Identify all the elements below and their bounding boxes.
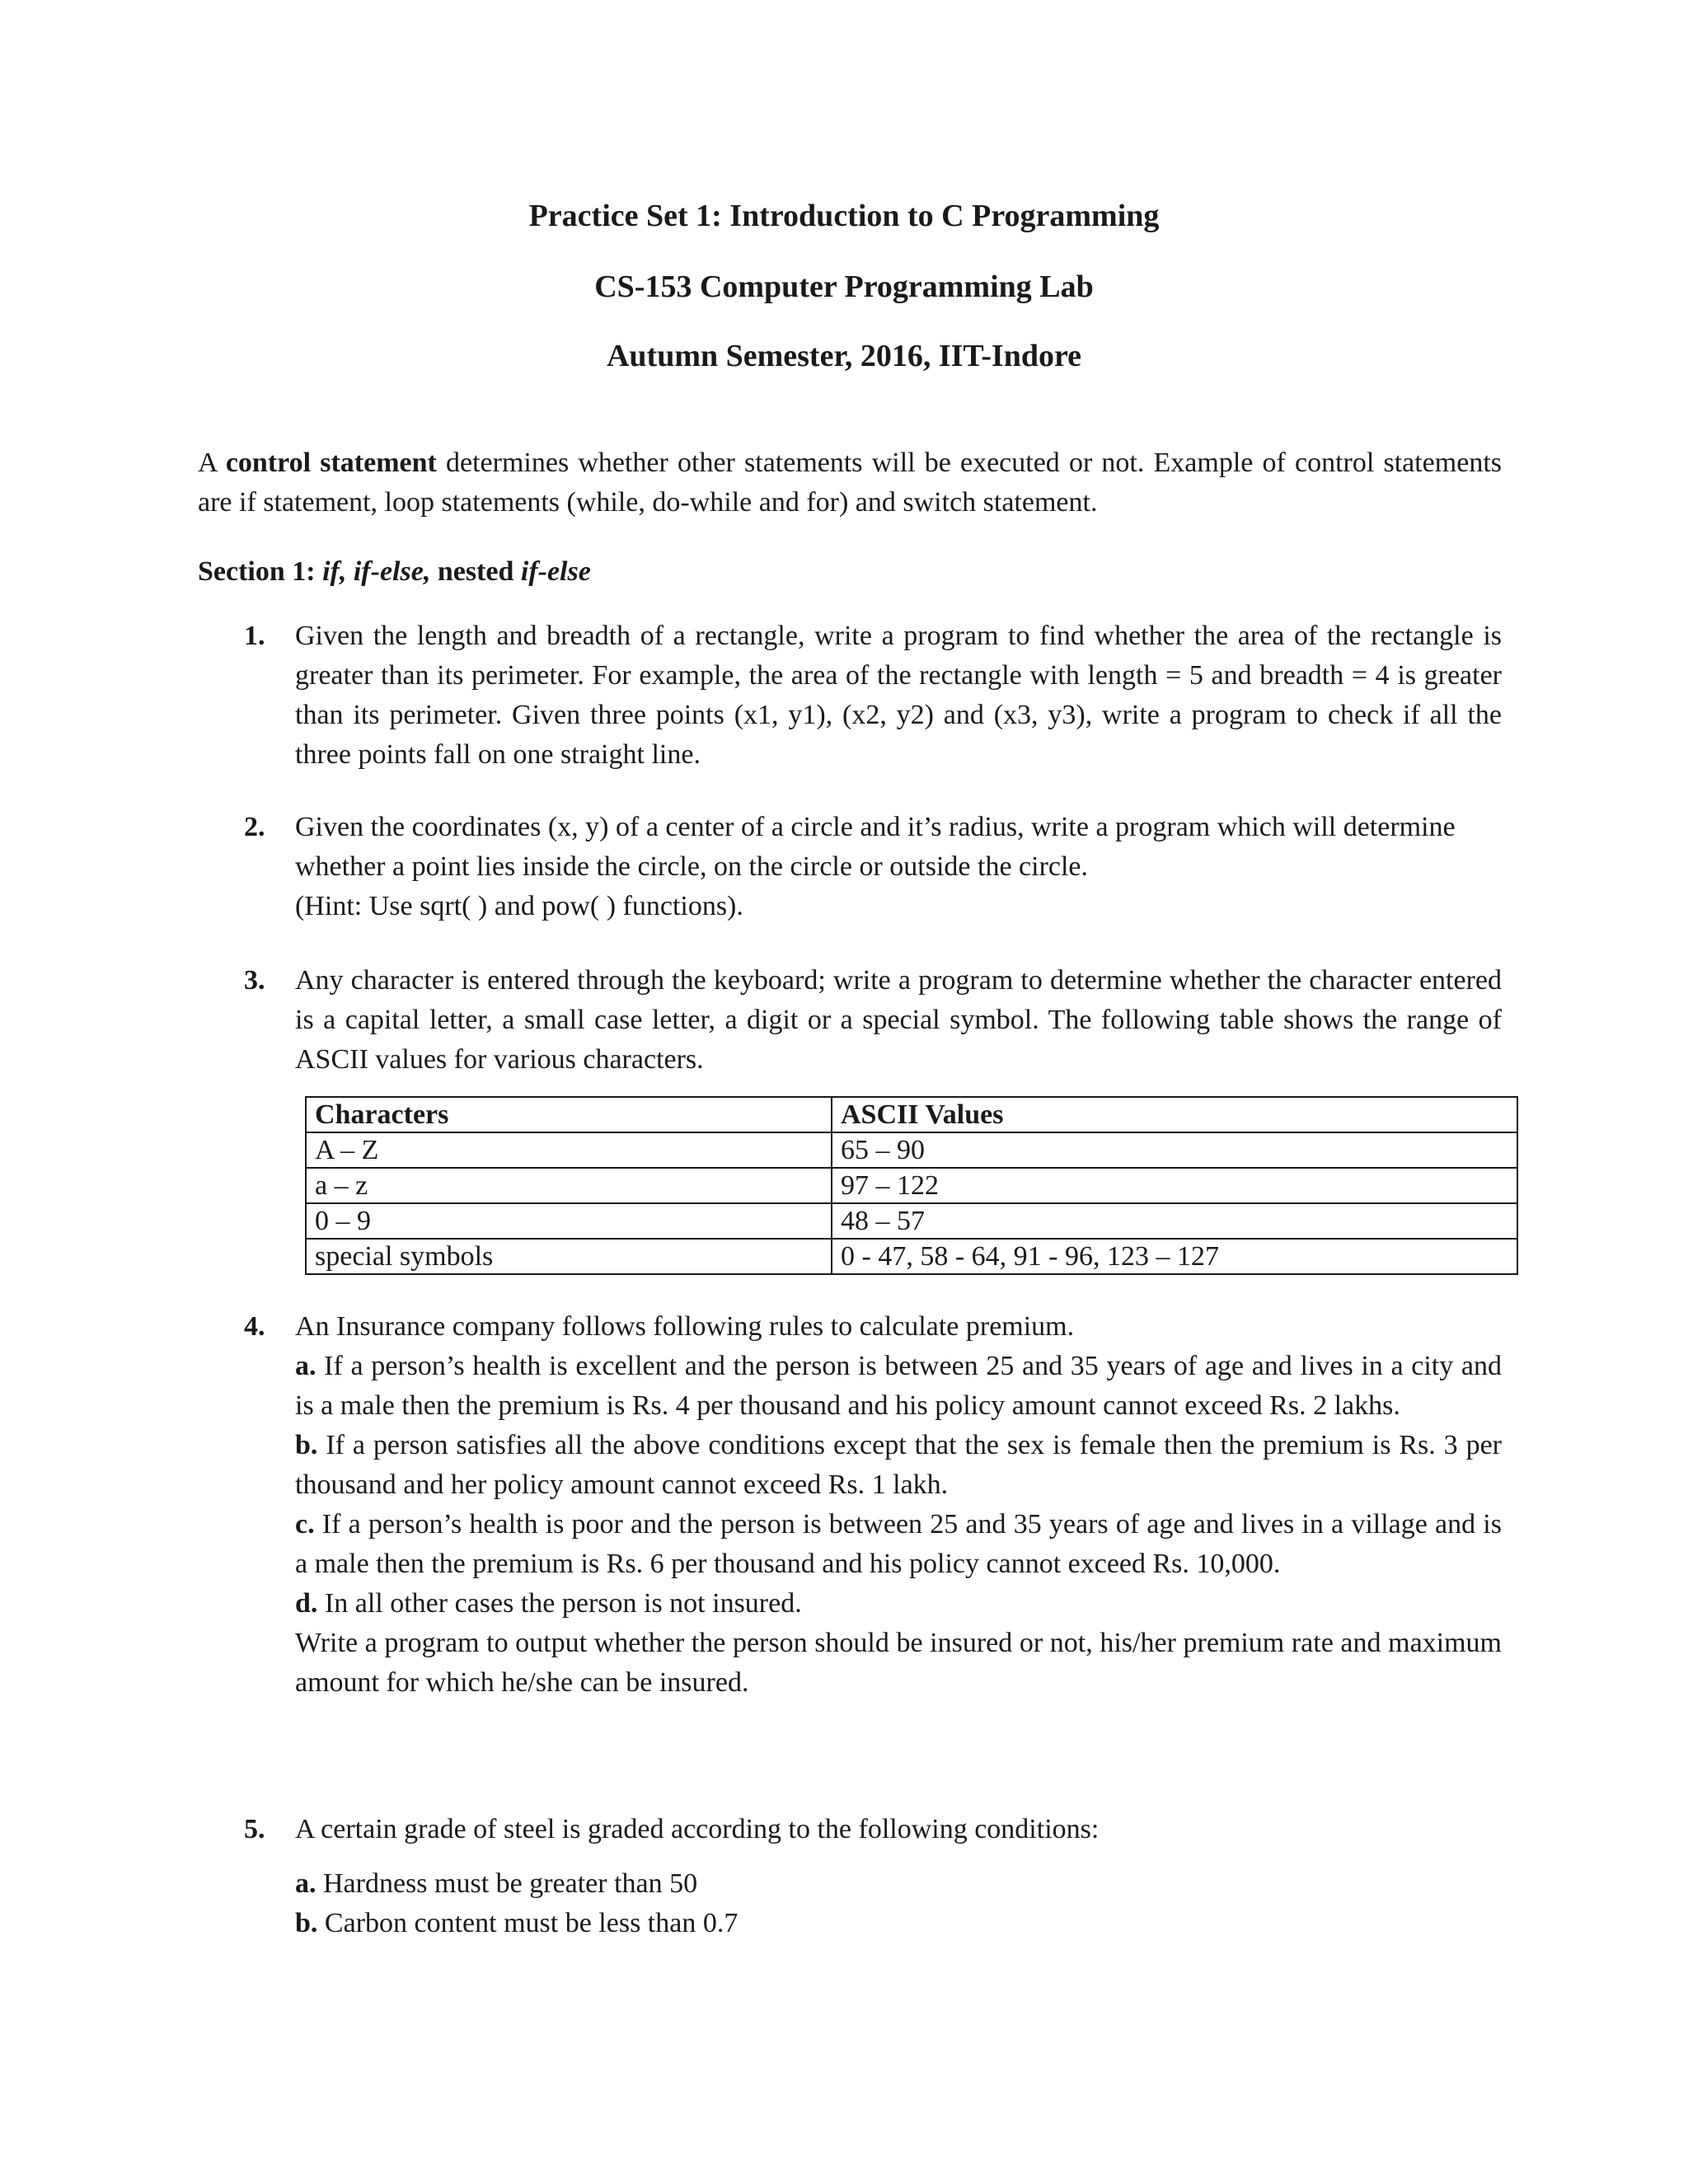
item-label: d. [295, 1588, 318, 1619]
table-row [306, 1239, 1517, 1274]
question-2-text: Given the coordinates (x, y) of a center of a circle and it’s radius, write a program which will determine whether a point lies inside the circle, on the circle or outside the circle. [295, 812, 1456, 882]
ascii-header-characters: Characters [306, 1097, 832, 1132]
question-4-item-d [295, 1584, 1502, 1624]
ascii-cell: 65 – 90 [832, 1132, 1517, 1168]
question-5-item-b [295, 1904, 1502, 1943]
intro-paragraph [198, 443, 1502, 523]
question-3-number: 3. [244, 965, 265, 996]
question-5-items [295, 1864, 1502, 1943]
table-row [306, 1203, 1517, 1239]
ascii-cell: special symbols [306, 1239, 832, 1274]
question-1-text: Given the length and breadth of a rectangle, write a program to find whether the area of the rectangle is greater than its perimeter. For example, the area of the rectangle with length = 5 and breadth = 4 is greater than its perimeter. Given three points (x1, y1), (x2, y2) and (x3, y3), write a program to check if all the three points fall on one straight line. [295, 621, 1502, 770]
course-title: CS-153 Computer Programming Lab [594, 269, 1094, 304]
question-5-intro: A certain grade of steel is graded according to the following conditions: [295, 1814, 1100, 1844]
ascii-cell: A – Z [306, 1132, 832, 1168]
question-2-number: 2. [244, 812, 265, 842]
section-keyword-1: if, if-else, [322, 556, 431, 587]
question-2-body [295, 808, 1502, 926]
ascii-header-values: ASCII Values [832, 1097, 1517, 1132]
table-row [306, 1168, 1517, 1203]
question-4-closing: Write a program to output whether the person should be insured or not, his/her premium rate and maximum amount for which he/she can be insured. [295, 1628, 1502, 1698]
question-1-number: 1. [244, 621, 265, 651]
item-label: a. [295, 1868, 316, 1899]
item-label: b. [295, 1908, 318, 1938]
intro-prefix: A [198, 448, 226, 478]
section-keyword-2: if-else [520, 556, 591, 587]
item-text: Hardness must be greater than 50 [316, 1868, 698, 1899]
intro-bold-term: control statement [225, 448, 437, 478]
question-4-body [295, 1307, 1502, 1703]
item-label: c. [295, 1509, 315, 1540]
item-text: If a person’s health is poor and the person is between 25 and 35 years of age and lives in a village and is a male then the premium is Rs. 6 per thousand and his policy cannot exceed Rs. 10,000. [295, 1509, 1502, 1579]
item-text: In all other cases the person is not insured. [317, 1588, 802, 1619]
document-title: Practice Set 1: Introduction to C Programming [528, 199, 1160, 233]
ascii-cell: 48 – 57 [832, 1203, 1517, 1239]
question-4-intro: An Insurance company follows following rules to calculate premium. [295, 1311, 1075, 1342]
item-text: If a person satisfies all the above conditions except that the sex is female then the premium is Rs. 3 per thousand and her policy amount cannot exceed Rs. 1 lakh. [295, 1430, 1502, 1500]
ascii-cell: a – z [306, 1168, 832, 1203]
intro-rest: determines whether other statements will be executed or not. Example of control statements are if statement, loop statements (while, do-while and for) and switch statement. [198, 448, 1502, 518]
ascii-cell: 0 - 47, 58 - 64, 91 - 96, 123 – 127 [832, 1239, 1517, 1274]
question-4-item-b [295, 1426, 1502, 1505]
question-3-text: Any character is entered through the keyboard; write a program to determine whether the character entered is a capital letter, a small case letter, a digit or a special symbol. The following table shows the range of ASCII values for various characters. [295, 965, 1502, 1075]
section-label: Section 1: [198, 556, 323, 587]
question-4-item-c [295, 1505, 1502, 1584]
ascii-cell: 0 – 9 [306, 1203, 832, 1239]
ascii-cell: 97 – 122 [832, 1168, 1517, 1203]
question-5-number: 5. [244, 1814, 265, 1844]
question-4-number: 4. [244, 1311, 265, 1342]
question-2-hint: (Hint: Use sqrt( ) and pow( ) functions). [295, 891, 743, 921]
ascii-table [305, 1096, 1518, 1275]
item-text: Carbon content must be less than 0.7 [317, 1908, 738, 1938]
item-label: a. [295, 1351, 316, 1381]
question-4-item-a [295, 1347, 1502, 1426]
ascii-table-header [306, 1097, 1517, 1132]
item-label: b. [295, 1430, 318, 1460]
semester-title: Autumn Semester, 2016, IIT-Indore [606, 339, 1082, 373]
item-text: If a person’s health is excellent and the person is between 25 and 35 years of age and lives in a city and is a male then the premium is Rs. 4 per thousand and his policy amount cannot exceed Rs. 2 lakhs. [295, 1351, 1502, 1421]
section-heading [198, 552, 591, 592]
question-5-item-a [295, 1864, 1502, 1904]
section-mid: nested [430, 556, 521, 587]
table-row [306, 1132, 1517, 1168]
